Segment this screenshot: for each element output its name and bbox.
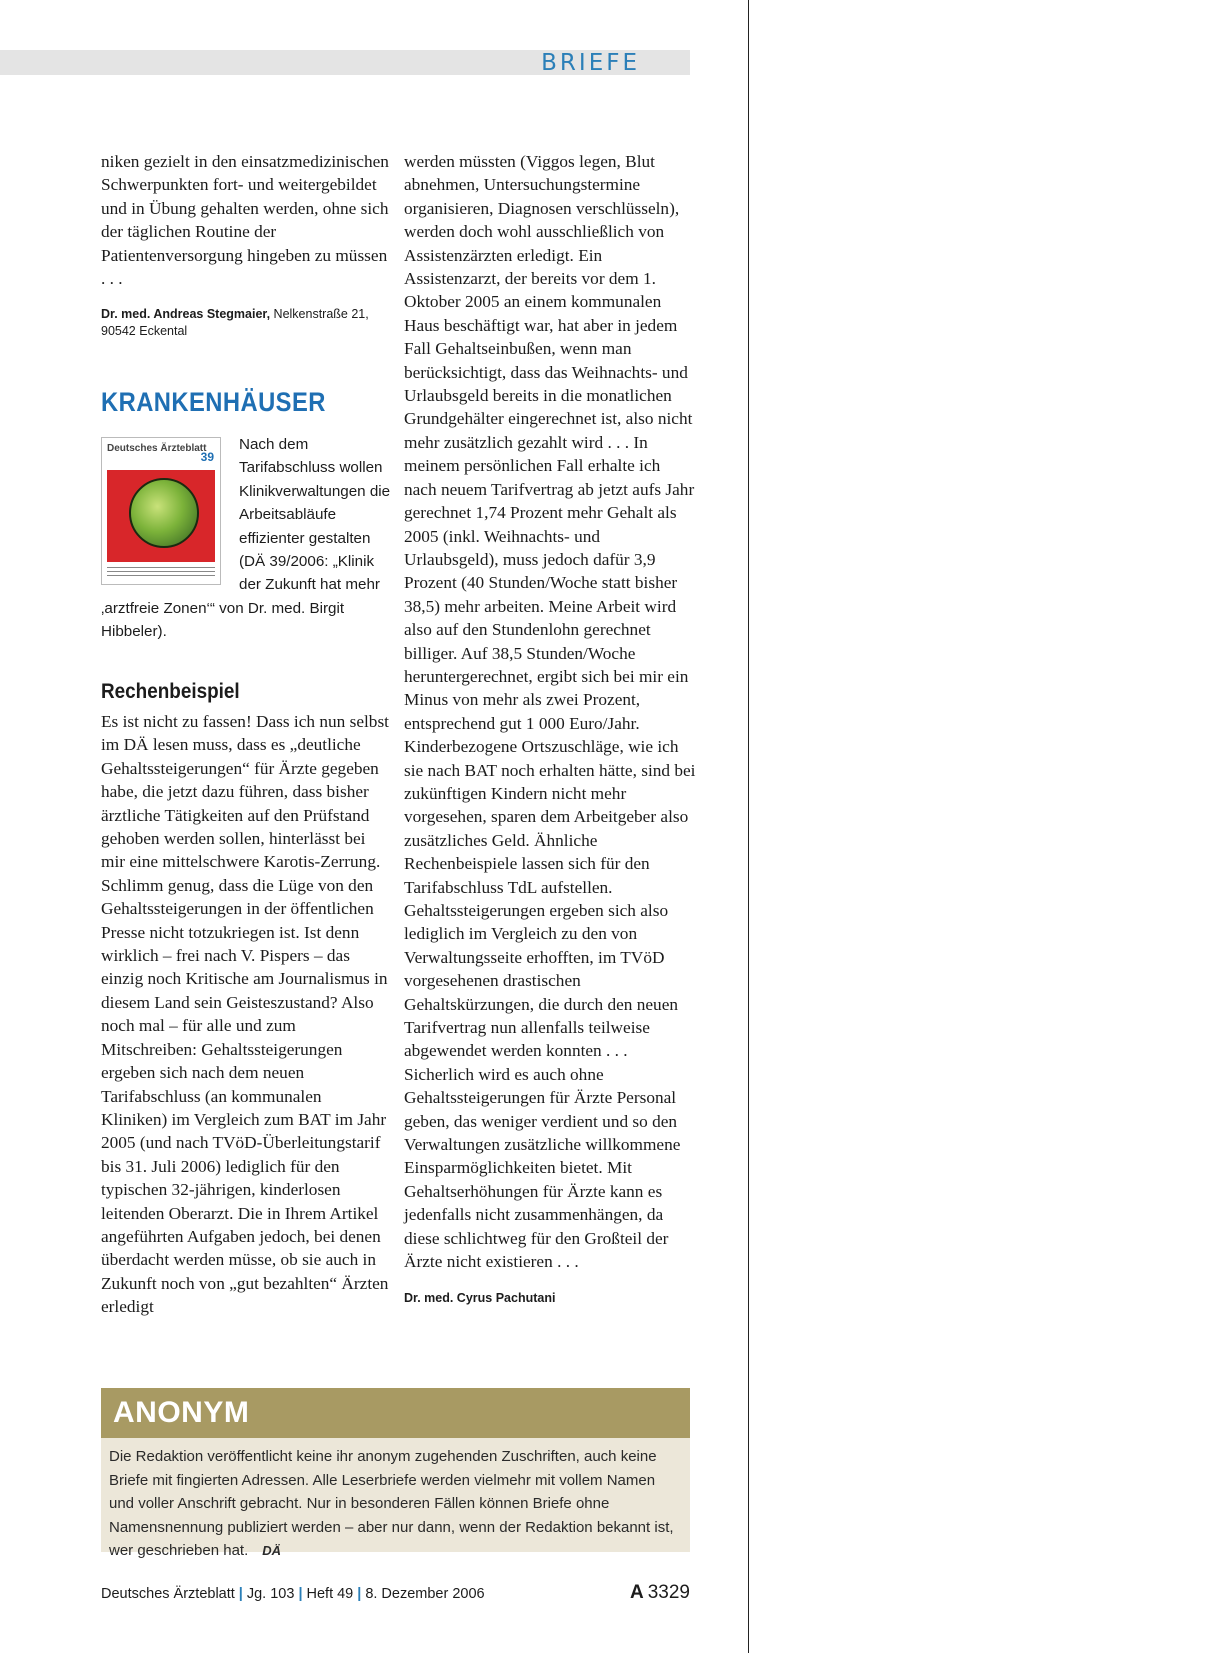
footer-separator: | xyxy=(238,1586,243,1602)
cover-text-lines xyxy=(107,564,215,578)
cover-artwork xyxy=(107,470,215,562)
footer-citation xyxy=(101,1586,485,1602)
letter-left-column xyxy=(101,710,391,1319)
section-header-bar xyxy=(0,50,690,75)
section-title: KRANKENHÄUSER xyxy=(101,387,326,417)
letter-title: Rechenbeispiel xyxy=(101,680,240,703)
footer-separator: | xyxy=(357,1586,362,1602)
anonym-notice-text: Die Redaktion veröffentlicht keine ihr anonym zugehenden Zuschriften, auch keine Briefe mit fingierten Adressen. Alle Leserbriefe werden vielmehr mit vollem Namen und voller Anschrift gebracht. Nur in besonderen Fällen können Briefe ohne Namensnennung publiziert werden – aber nur dann, wenn der Redaktion bekannt ist, wer geschrieben hat. xyxy=(109,1448,674,1559)
anonym-notice xyxy=(101,1438,690,1563)
previous-letter-ending: niken gezielt in den einsatzmedizinischen Schwerpunkten fort- und weitergebildet und in Übung gehalten werden, ohne sich der täglichen Routine der Patientenversorgung hingeben zu müssen . . . xyxy=(101,152,389,289)
footer-separator: | xyxy=(298,1586,303,1602)
anonym-title: ANONYM xyxy=(101,1388,690,1438)
letter-signature xyxy=(101,306,391,340)
letter-signature-right xyxy=(404,1290,696,1307)
page-prefix: A xyxy=(629,1582,644,1603)
footer-journal: Deutsches Ärzteblatt xyxy=(101,1586,235,1602)
footer-date: 8. Dezember 2006 xyxy=(365,1586,485,1602)
cover-issue-number: 39 xyxy=(200,450,214,464)
signature-address: Nelkenstraße 21, 90542 Eckental xyxy=(101,307,369,339)
footer-page-number xyxy=(630,1582,690,1604)
signature-name: Dr. med. Andreas Stegmaier, xyxy=(101,307,271,322)
section-label: BRIEFE xyxy=(541,50,640,76)
anonym-notice-box xyxy=(101,1388,690,1559)
teaser-text: Nach dem Tarifabschluss wollen Klinikverwaltungen die Arbeitsabläufe effizienter gestalten (DÄ 39/2006: „Klinik der Zukunft hat mehr ‚arztfreie Zonen‘“ von Dr. med. Birgit Hibbeler). xyxy=(101,436,391,641)
letter-body-right: werden müssten (Viggos legen, Blut abnehmen, Untersuchungstermine organisieren, Diagnosen verschlüsseln), werden doch wohl ausschließlich von Assistenzärzten erledigt. Ein Assistenzarzt, der bereits vor dem 1. Oktober 2005 an einem kommunalen Haus beschäftigt war, hat aber in jedem Fall Gehaltseinbußen, wenn man berücksichtigt, dass das Weihnachts- und Urlaubsgeld bereits in die monatlichen Grundgehälter eingerechnet ist, also nicht mehr zusätzlich gezahlt wird . . . In meinem persönlichen Fall erhalte ich nach neuem Tarifvertrag ab jetzt aufs Jahr gerechnet 1,74 Prozent mehr Gehalt als 2005 (inkl. Weihnachts- und Urlaubsgeld), muss jedoch dafür 3,9 Prozent (40 Stunden/Woche statt bisher 38,5) mehr arbeiten. Meine Arbeit wird also auf den Stundenlohn gerechnet billiger. Auf 38,5 Stunden/Woche heruntergerechnet, ergibt sich bei mir ein Minus von mehr als zwei Prozent, entsprechend gut 1 000 Euro/Jahr. Kinderbezogene Ortszuschläge, wie ich sie nach BAT noch erhalten hätte, sind bei zukünftigen Kindern nicht mehr vorgesehen, sparen dem Arbeitgeber also zusätzliches Geld. Ähnliche Rechenbeispiele lassen sich für den Tarifabschluss TdL aufstellen. Gehaltssteigerungen ergeben sich also lediglich im Vergleich zu den von Verwaltungsseite erhofften, im TVöD vorgesehenen drastischen Gehaltskürzungen, die durch den neuen Tarifvertrag nun allenfalls teilweise abgewendet werden konnten . . . Sicherlich wird es auch ohne Gehaltssteigerungen für Ärzte Personal geben, das weniger verdient und so den Verwaltungen zusätzliche willkommene Einsparmöglichkeiten bietet. Mit Gehaltserhöhungen für Ärzte kann es jedenfalls nicht zusammenhängen, da diese schlichtweg für den Großteil der Ärzte nicht existieren . . . xyxy=(404,152,696,1272)
cover-masthead: Deutsches Ärzteblatt xyxy=(107,443,207,454)
section-teaser xyxy=(101,433,391,644)
magazine-cover-image xyxy=(101,437,221,585)
letter-body-left: Es ist nicht zu fassen! Dass ich nun selbst im DÄ lesen muss, dass es „deutliche Gehaltssteigerungen“ für Ärzte gegeben habe, die jetzt dazu führen, dass bisher ärztliche Tätigkeiten auf den Prüfstand gehoben werden sollen, hinterlässt bei mir eine mittelschwere Karotis-Zerrung. Schlimm genug, dass die Lüge von den Gehaltssteigerungen in der öffentlichen Presse nicht totzukriegen ist. Ist denn wirklich – frei nach V. Pispers – das einzig noch Kritische am Journalismus in diesem Land sein Geisteszustand? Also noch mal – für alle und zum Mitschreiben: Gehaltssteigerungen ergeben sich nach dem neuen Tarifabschluss (an kommunalen Kliniken) im Vergleich zum BAT im Jahr 2005 (und nach TVöD-Überleitungstarif bis 31. Juli 2006) lediglich für den typischen 32-jährigen, kinderlosen leitenden Oberarzt. Die in Ihrem Artikel angeführten Aufgaben jedoch, bei denen überdacht werden müsse, ob sie auch in Zukunft noch von „gut bezahlten“ Ärzten erledigt xyxy=(101,712,389,1317)
letter-right-column xyxy=(404,150,696,1307)
footer-volume: Jg. 103 xyxy=(246,1586,295,1602)
page-edge-line xyxy=(748,0,749,1653)
left-column-intro xyxy=(101,150,391,340)
page-number: 3329 xyxy=(647,1582,690,1603)
page-footer xyxy=(101,1580,690,1608)
signature-name-right: Dr. med. Cyrus Pachutani xyxy=(404,1290,556,1305)
footer-issue: Heft 49 xyxy=(306,1586,354,1602)
anonym-sign: DÄ xyxy=(262,1543,282,1558)
cover-circle-graphic xyxy=(129,478,199,548)
